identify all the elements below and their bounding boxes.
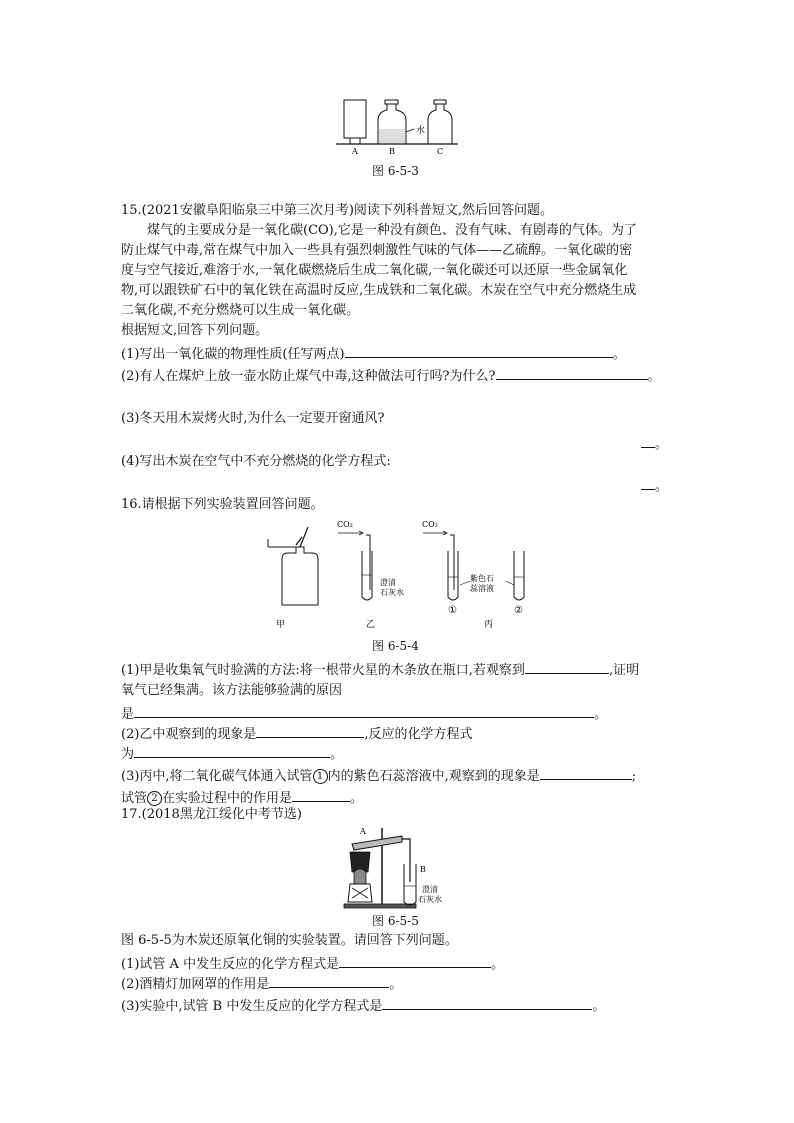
alcohol-lamp bbox=[354, 869, 366, 884]
answer-blank[interactable] bbox=[345, 344, 613, 358]
water-label: 水 bbox=[416, 126, 426, 136]
caption-6-5-3: 图 6-5-3 bbox=[372, 164, 419, 178]
q15-sub4: (4)写出木炭在空气中不充分燃烧的化学方程式: bbox=[121, 454, 391, 469]
label-c: C bbox=[437, 147, 444, 156]
answer-blank[interactable] bbox=[134, 704, 594, 718]
q17-sub1: (1)试管 A 中发生反应的化学方程式是 。 bbox=[121, 954, 504, 974]
q17-intro: 图 6-5-5为木炭还原氧化铜的实验装置。请回答下列问题。 bbox=[121, 933, 458, 948]
q16-sub1-b: 氧气已经集满。该方法能够验满的原因 bbox=[121, 683, 343, 698]
collection-bottle bbox=[282, 547, 318, 605]
circled-2: 2 bbox=[147, 791, 162, 806]
svg-text:澄清: 澄清 bbox=[380, 578, 396, 587]
answer-blank[interactable] bbox=[292, 788, 350, 802]
q15-sub3-blank: 。 bbox=[641, 434, 668, 454]
label-bing: 丙 bbox=[484, 620, 494, 630]
test-tube-a bbox=[352, 836, 402, 850]
label-a: A bbox=[360, 827, 366, 836]
q15-passage-5: 二氧化碳,不充分燃烧可以生成一氧化碳。 bbox=[121, 303, 360, 318]
q17-title: 17.(2018黑龙江绥化中考节选) bbox=[121, 807, 302, 822]
answer-blank[interactable] bbox=[256, 724, 364, 738]
label-a: A bbox=[352, 147, 358, 156]
q16-sub3-b: 试管 2 在实验过程中的作用是 。 bbox=[121, 788, 363, 808]
bottle-c bbox=[428, 104, 452, 144]
answer-blank[interactable] bbox=[269, 974, 389, 988]
svg-text:蕊溶液: 蕊溶液 bbox=[470, 584, 494, 593]
answer-blank[interactable] bbox=[540, 766, 632, 780]
svg-text:石灰水: 石灰水 bbox=[380, 588, 404, 597]
answer-blank[interactable] bbox=[641, 476, 655, 490]
q16-sub3-a: (3)丙中,将二氧化碳气体通入试管 1 内的紫色石蕊溶液中,观察到的现象是 ; bbox=[121, 766, 636, 786]
answer-blank[interactable] bbox=[382, 996, 592, 1010]
q15-sub3: (3)冬天用木炭烤火时,为什么一定要开窗通风? bbox=[121, 411, 385, 426]
bottle-a bbox=[344, 100, 366, 138]
q17-sub3: (3)实验中,试管 B 中发生反应的化学方程式是 。 bbox=[121, 996, 605, 1016]
q16-sub1-c: 是 。 bbox=[121, 704, 607, 724]
answer-blank[interactable] bbox=[339, 954, 491, 968]
figure-6-5-4 bbox=[262, 515, 552, 635]
answer-blank[interactable] bbox=[134, 744, 330, 758]
label-b: B bbox=[389, 147, 395, 156]
label-yi: 乙 bbox=[366, 620, 376, 630]
q16-sub2-a: (2)乙中观察到的现象是 ,反应的化学方程式 bbox=[121, 724, 473, 744]
tube-2-label: ② bbox=[514, 605, 523, 616]
q15-title: 15.(2021安徽阜阳临泉三中第三次月考)阅读下列科普短文,然后回答问题。 bbox=[121, 203, 554, 218]
test-tube-1 bbox=[448, 551, 458, 600]
tube-1-label: ① bbox=[448, 605, 457, 616]
q15-sub1: (1)写出一氧化碳的物理性质(任写两点) 。 bbox=[121, 344, 626, 364]
caption-6-5-5: 图 6-5-5 bbox=[372, 914, 419, 928]
q16-sub2-b: 为 。 bbox=[121, 744, 343, 764]
q16-sub1-a: (1)甲是收集氧气时验满的方法:将一根带火星的木条放在瓶口,若观察到 ,证明 bbox=[121, 660, 639, 680]
q15-passage-1: 煤气的主要成分是一氧化碳(CO),它是一种没有颜色、没有气味、有剧毒的气体。为了 bbox=[147, 223, 637, 238]
figure-6-5-3 bbox=[330, 96, 460, 156]
q16-title: 16.请根据下列实验装置回答问题。 bbox=[121, 497, 324, 512]
svg-text:石灰水: 石灰水 bbox=[418, 895, 442, 904]
q17-sub2: (2)酒精灯加网罩的作用是 。 bbox=[121, 974, 402, 994]
svg-text:紫色石: 紫色石 bbox=[470, 574, 494, 583]
co2-label-bing: CO₂ bbox=[422, 520, 438, 529]
svg-text:澄清: 澄清 bbox=[422, 885, 438, 894]
circled-1: 1 bbox=[313, 769, 328, 784]
caption-6-5-4: 图 6-5-4 bbox=[372, 639, 419, 653]
q15-passage-4: 物,可以跟铁矿石中的氧化铁在高温时反应,生成铁和二氧化碳。木炭在空气中充分燃烧生成 bbox=[121, 283, 637, 298]
splint bbox=[300, 527, 308, 547]
q15-sub4-blank: 。 bbox=[641, 476, 668, 496]
co2-label-yi: CO₂ bbox=[337, 520, 353, 529]
test-tube-2 bbox=[514, 551, 524, 600]
q15-passage-2: 防止煤气中毒,常在煤气中加入一些具有强烈刺激性气味的气体——乙硫醇。一氧化碳的密 bbox=[121, 243, 633, 258]
label-b: B bbox=[420, 865, 426, 874]
answer-blank[interactable] bbox=[496, 366, 648, 380]
label-jia: 甲 bbox=[276, 620, 286, 630]
q15-lead: 根据短文,回答下列问题。 bbox=[121, 323, 269, 338]
answer-blank[interactable] bbox=[641, 434, 655, 448]
q15-passage-3: 度与空气接近,难溶于水,一氧化碳燃烧后生成二氧化碳,一氧化碳还可以还原一些金属氧化 bbox=[121, 263, 628, 278]
figure-6-5-5 bbox=[340, 822, 470, 910]
answer-blank[interactable] bbox=[525, 660, 609, 674]
q15-sub2: (2)有人在煤炉上放一壶水防止煤气中毒,这种做法可行吗?为什么? 。 bbox=[121, 366, 661, 386]
